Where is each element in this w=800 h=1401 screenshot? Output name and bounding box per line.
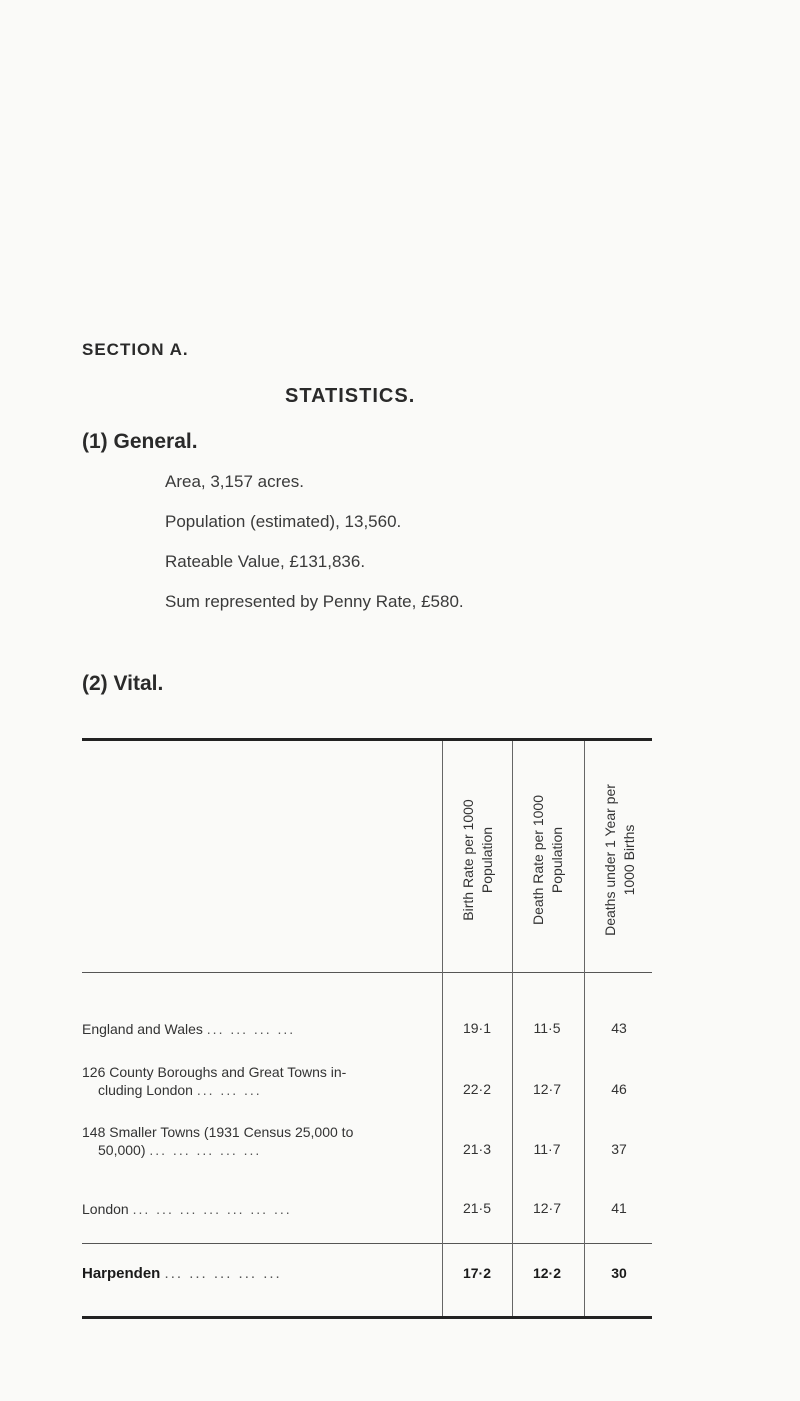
page-title: STATISTICS. [285, 385, 416, 407]
row-label-county-boroughs: 126 County Boroughs and Great Towns in- cluding London ... ... ... [82, 1064, 347, 1098]
population-fact: Population (estimated), 13,560. [165, 512, 402, 531]
harpenden-rule [82, 1243, 652, 1244]
area-fact: Area, 3,157 acres. [165, 472, 304, 491]
cell-smaller-death: 11·7 [533, 1141, 561, 1157]
cell-boroughs-birth: 22·2 [462, 1081, 492, 1097]
cell-boroughs-infant: 46 [611, 1081, 627, 1097]
cell-london-birth: 21·5 [462, 1200, 492, 1216]
cell-england-death: 11·5 [533, 1020, 561, 1036]
header-rule [82, 972, 652, 973]
row-label-harpenden: Harpenden ... ... ... ... ... [82, 1265, 282, 1282]
table-bottom-rule [82, 1316, 652, 1319]
col-birth-rate-header: Birth Rate per 1000 Population [459, 799, 495, 921]
cell-london-infant: 41 [611, 1200, 627, 1216]
cell-smaller-birth: 21·3 [462, 1141, 492, 1157]
penny-rate-fact: Sum represented by Penny Rate, £580. [165, 592, 464, 611]
table-top-rule [82, 738, 652, 741]
cell-london-death: 12·7 [532, 1200, 562, 1216]
row-label-smaller-towns: 148 Smaller Towns (1931 Census 25,000 to 50,000) ... ... ... ... ... [82, 1124, 354, 1158]
general-heading: (1) General. [82, 430, 198, 453]
cell-harpenden-death: 12·2 [532, 1265, 562, 1281]
section-heading: SECTION A. [82, 340, 189, 359]
col-infant-deaths-header: Deaths under 1 Year per 1000 Births [601, 784, 637, 936]
vital-heading: (2) Vital. [82, 672, 164, 695]
row-label-london: London ... ... ... ... ... ... ... [82, 1201, 292, 1217]
cell-smaller-infant: 37 [611, 1141, 627, 1157]
rateable-value-fact: Rateable Value, £131,836. [165, 552, 366, 571]
col-death-rate-header: Death Rate per 1000 Population [529, 795, 565, 925]
cell-harpenden-birth: 17·2 [462, 1265, 492, 1281]
cell-england-infant: 43 [611, 1020, 627, 1036]
cell-england-birth: 19·1 [462, 1020, 492, 1036]
row-label-england-wales: England and Wales ... ... ... ... [82, 1021, 296, 1037]
cell-boroughs-death: 12·7 [532, 1081, 562, 1097]
cell-harpenden-infant: 30 [611, 1265, 627, 1281]
